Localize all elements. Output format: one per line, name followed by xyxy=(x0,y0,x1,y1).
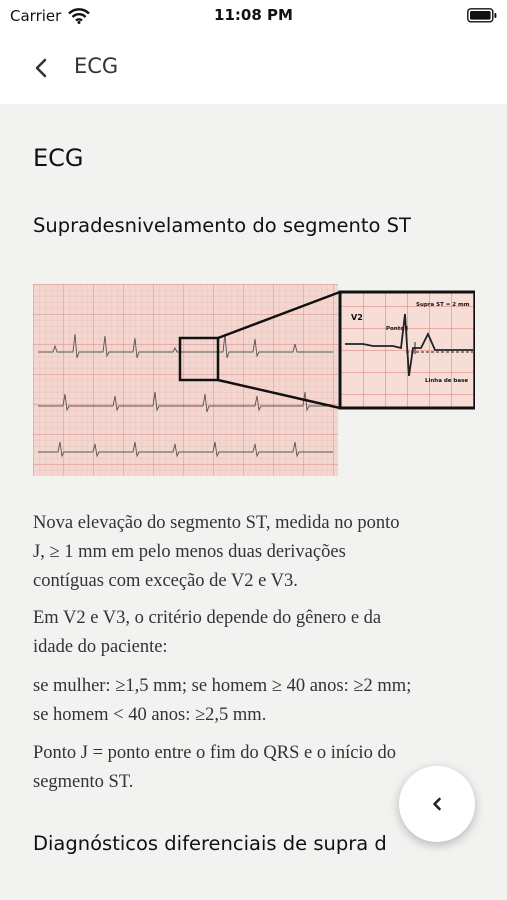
paragraph-line: J, ≥ 1 mm em pelo menos duas derivações xyxy=(33,542,346,562)
paragraph-line: idade do paciente: xyxy=(33,637,168,657)
zoom-lead-label: V2 xyxy=(351,313,363,322)
battery-icon xyxy=(467,8,497,23)
clock: 11:08 PM xyxy=(214,6,293,24)
paragraph-line: se homem < 40 anos: ≥2,5 mm. xyxy=(33,705,267,725)
paragraph-line: se mulher: ≥1,5 mm; se homem ≥ 40 anos: ≥2 mm; xyxy=(33,676,412,696)
differential-diagnosis-heading: Diagnósticos diferenciais de supra d xyxy=(33,832,387,855)
section-heading: Supradesnivelamento do segmento ST xyxy=(33,214,411,237)
navigation-bar xyxy=(0,32,507,104)
ecg-illustration xyxy=(33,284,475,476)
carrier-label: Carrier xyxy=(10,7,62,25)
zoom-ponto-j-label: Ponto J xyxy=(386,326,409,332)
back-chevron-icon[interactable] xyxy=(28,54,56,82)
page-title: ECG xyxy=(33,144,84,172)
paragraph-line: segmento ST. xyxy=(33,772,134,792)
paragraph-line: Ponto J = ponto entre o fim do QRS e o início do xyxy=(33,743,396,763)
paragraph-line: Em V2 e V3, o critério depende do gênero e da xyxy=(33,608,382,628)
paragraph-line: Nova elevação do segmento ST, medida no ponto xyxy=(33,513,400,533)
nav-title: ECG xyxy=(74,54,119,78)
floating-back-button[interactable] xyxy=(399,766,475,842)
paragraph-2 xyxy=(33,604,473,662)
paragraph-line: contíguas com exceção de V2 e V3. xyxy=(33,571,298,591)
paragraph-3 xyxy=(33,672,473,730)
paragraph-1 xyxy=(33,509,473,596)
chevron-left-icon xyxy=(427,794,447,814)
zoom-supra-label: Supra ST = 2 mm xyxy=(416,302,470,308)
status-bar xyxy=(0,0,507,32)
zoom-baseline-label: Linha de base xyxy=(425,378,469,384)
